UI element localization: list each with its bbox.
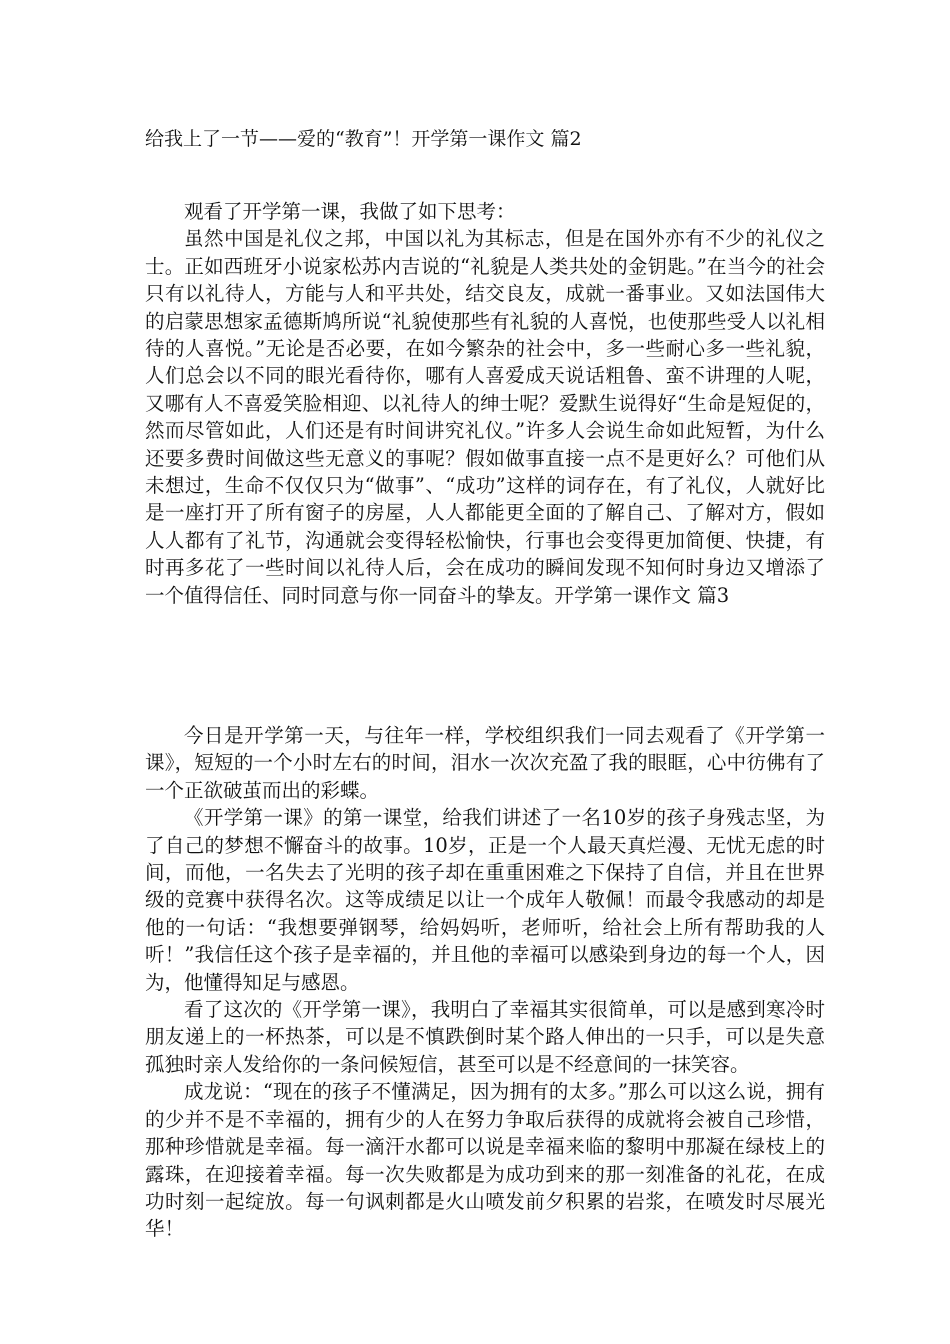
section-2 (145, 722, 825, 1243)
paragraph: 《开学第一课》的第一课堂，给我们讲述了一名10岁的孩子身残志坚，为了自己的梦想不懈奋斗的故事。10岁，正是一个人最天真烂漫、无忧无虑的时间，而他，一名失去了光明的孩子却在重重困难之下保持了自信，并且在世界级的竞赛中获得名次。这等成绩足以让一个成年人敬佩！而最令我感动的却是他的一句话：“我想要弹钢琴，给妈妈听，老师听，给社会上所有帮助我的人听！”我信任这个孩子是幸福的，并且他的幸福可以感染到身边的每一个人，因为，他懂得知足与感恩。 (145, 806, 825, 994)
paragraph: 今日是开学第一天，与往年一样，学校组织我们一同去观看了《开学第一课》，短短的一个小时左右的时间，泪水一次次充盈了我的眼眶，心中彷佛有了一个正欲破茧而出的彩蝶。 (145, 724, 825, 802)
paragraph: 看了这次的《开学第一课》，我明白了幸福其实很简单，可以是感到寒冷时朋友递上的一杯热茶，可以是不慎跌倒时某个路人伸出的一只手，可以是失意孤独时亲人发给你的一条问候短信，甚至可以是不经意间的一抹笑容。 (145, 998, 825, 1076)
section-1 (145, 198, 825, 609)
document-title: 给我上了一节——爱的“教育”！开学第一课作文 篇2 (145, 128, 582, 150)
paragraph: 成龙说：“现在的孩子不懂满足，因为拥有的太多。”那么可以这么说，拥有的少并不是不幸福的，拥有少的人在努力争取后获得的成就将会被自己珍惜，那种珍惜就是幸福。每一滴汗水都可以说是幸福来临的黎明中那凝在绿枝上的露珠，在迎接着幸福。每一次失败都是为成功到来的那一刻准备的礼花，在成功时刻一起绽放。每一句讽刺都是火山喷发前夕积累的岩浆，在喷发时尽展光华！ (145, 1080, 825, 1241)
paragraph: 观看了开学第一课，我做了如下思考： (184, 200, 516, 223)
paragraph: 虽然中国是礼仪之邦，中国以礼为其标志，但是在国外亦有不少的礼仪之士。正如西班牙小说家松苏内吉说的“礼貌是人类共处的金钥匙。”在当今的社会只有以礼待人，方能与人和平共处，结交良友，成就一番事业。又如法国伟大的启蒙思想家孟德斯鸠所说“礼貌使那些有礼貌的人喜悦，也使那些受人以礼相待的人喜悦。”无论是否必要，在如今繁杂的社会中，多一些耐心多一些礼貌，人们总会以不同的眼光看待你，哪有人喜爱成天说话粗鲁、蛮不讲理的人呢，又哪有人不喜爱笑脸相迎、以礼待人的绅士呢？爱默生说得好“生命是短促的，然而尽管如此，人们还是有时间讲究礼仪。”许多人会说生命如此短暂，为什么还要多费时间做这些无意义的事呢？假如做事直接一点不是更好么？可他们从未想过，生命不仅仅只为“做事”、“成功”这样的词存在，有了礼仪，人就好比是一座打开了所有窗子的房屋，人人都能更全面的了解自己、了解对方，假如人人都有了礼节，沟通就会变得轻松愉快，行事也会变得更加简便、快捷，有时再多花了一些时间以礼待人后，会在成功的瞬间发现不知何时身边又增添了一个值得信任、同时同意与你一同奋斗的挚友。开学第一课作文 篇3 (145, 227, 825, 607)
